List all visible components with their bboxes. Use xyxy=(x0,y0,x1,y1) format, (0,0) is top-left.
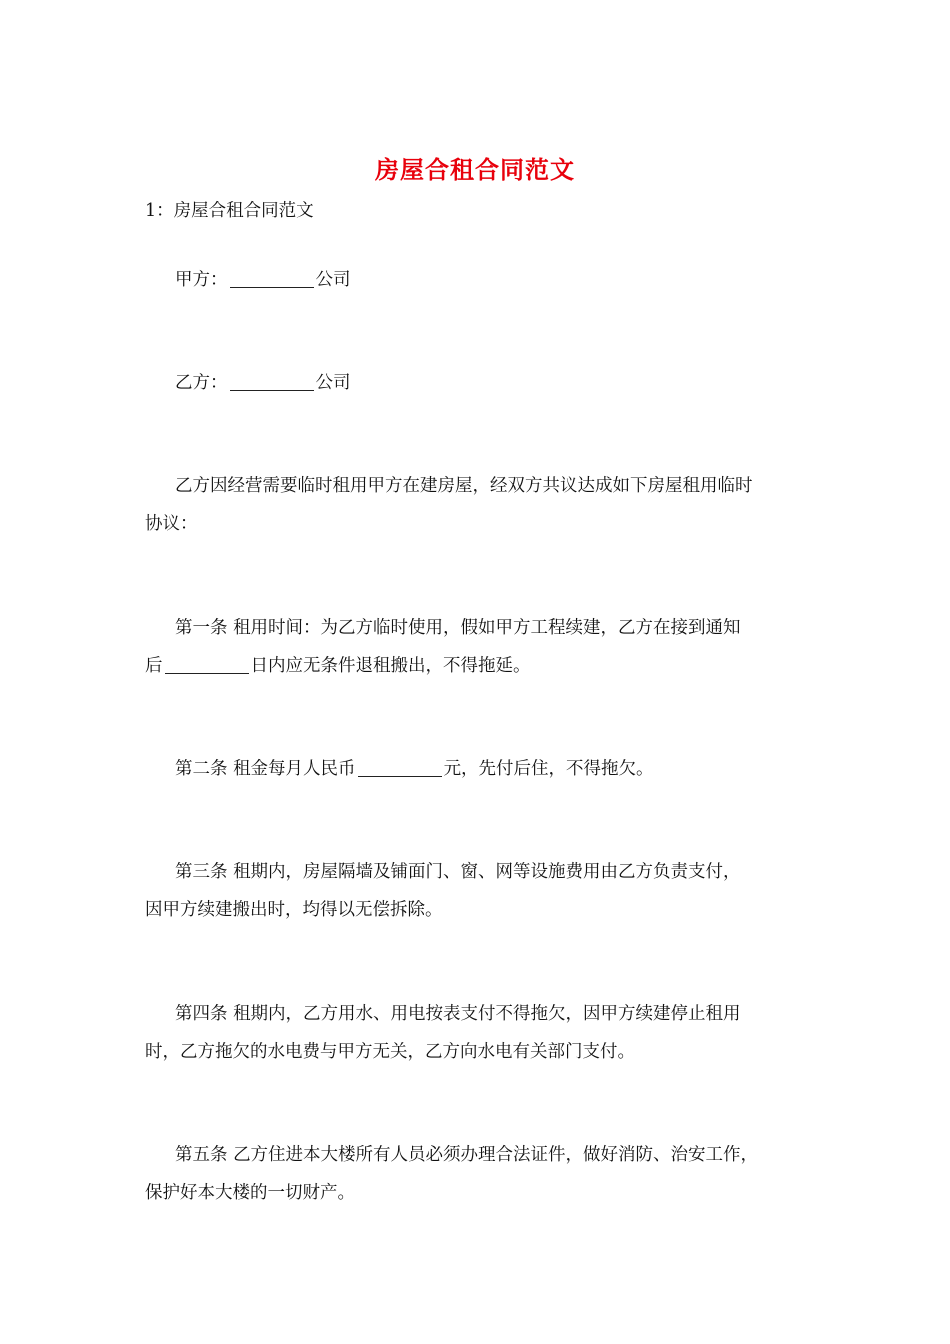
article2-line xyxy=(145,751,840,787)
article3-line-1: 第三条 租期内，房屋隔墙及铺面门、窗、网等设施费用由乙方负责支付， xyxy=(175,862,741,882)
article1-line2-prefix: 后 xyxy=(145,656,163,676)
party-b-label: 乙方： xyxy=(175,373,228,393)
party-a-label: 甲方： xyxy=(175,270,228,290)
article1-line2-suffix: 日内应无条件退租搬出，不得拖延。 xyxy=(250,656,531,676)
article2-prefix: 第二条 租金每月人民币 xyxy=(175,759,356,779)
article4-line-1: 第四条 租期内，乙方用水、用电按表支付不得拖欠，因甲方续建停止租用 xyxy=(175,1004,741,1024)
article2-blank xyxy=(358,758,442,777)
article5-line-2: 保护好本大楼的一切财产。 xyxy=(145,1183,355,1203)
intro-line-1: 乙方因经营需要临时租用甲方在建房屋，经双方共议达成如下房屋租用临时 xyxy=(175,476,753,496)
intro-line-2: 协议： xyxy=(145,514,198,534)
article5-line-1: 第五条 乙方住进本大楼所有人员必须办理合法证件，做好消防、治安工作， xyxy=(175,1145,759,1165)
article2-suffix: 元，先付后住，不得拖欠。 xyxy=(443,759,654,779)
document-title: 房屋合租合同范文 xyxy=(375,155,575,184)
article1-blank xyxy=(165,655,249,674)
article1-line-2 xyxy=(145,648,810,684)
party-a-suffix: 公司 xyxy=(315,270,351,290)
document-subtitle: 1：房屋合租合同范文 xyxy=(145,201,314,221)
party-a-line xyxy=(145,262,840,298)
party-b-line xyxy=(145,365,840,401)
article1-line-1: 第一条 租用时间：为乙方临时使用，假如甲方工程续建，乙方在接到通知 xyxy=(175,618,741,638)
party-a-blank xyxy=(230,269,314,288)
party-b-suffix: 公司 xyxy=(315,373,351,393)
party-b-blank xyxy=(230,372,314,391)
article3-line-2: 因甲方续建搬出时，均得以无偿拆除。 xyxy=(145,900,443,920)
article4-line-2: 时，乙方拖欠的水电费与甲方无关，乙方向水电有关部门支付。 xyxy=(145,1042,635,1062)
